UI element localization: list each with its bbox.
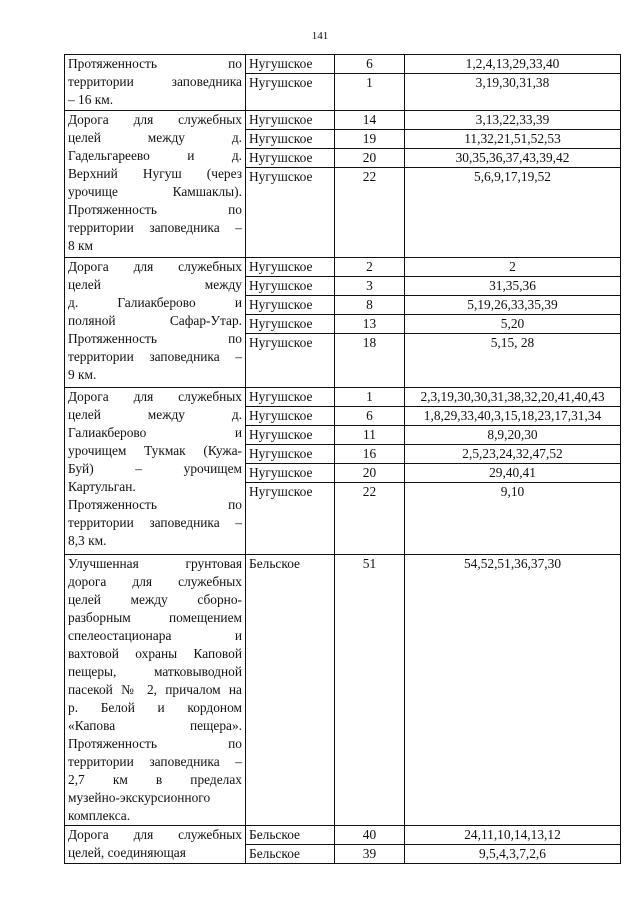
forestry-cell: Нугушское: [246, 483, 335, 555]
vydels-cell: 5,19,26,33,35,39: [405, 296, 621, 315]
description-line: Протяженность по: [68, 331, 242, 346]
vydels-cell: 54,52,51,36,37,30: [405, 555, 621, 826]
description-line: вахтовой охраны Каповой: [68, 646, 242, 661]
table-row: [65, 111, 621, 130]
description-line: «Капова пещера».: [68, 718, 242, 733]
description-line: пасекой № 2, причалом на: [68, 682, 242, 697]
vydels-cell: 3,13,22,33,39: [405, 111, 621, 130]
table-row: [65, 555, 621, 826]
road-description: [65, 555, 246, 826]
description-line: территории заповедника –: [68, 515, 242, 530]
description-line: территории заповедника –: [68, 754, 242, 769]
forestry-cell: Нугушское: [246, 149, 335, 168]
description-line: Галиакберово и: [68, 425, 242, 440]
description-line: Протяженность по: [68, 56, 242, 71]
kvartal-cell: 6: [335, 407, 405, 426]
road-description: [65, 111, 246, 258]
description-line: разборным помещением: [68, 610, 242, 625]
description-line: целей между д.: [68, 407, 242, 422]
description-line: 8,3 км.: [68, 533, 107, 548]
description-line: территории заповедника: [68, 74, 242, 89]
forestry-cell: Бельское: [246, 845, 335, 864]
kvartal-cell: 22: [335, 483, 405, 555]
forestry-cell: Нугушское: [246, 334, 335, 388]
kvartal-cell: 11: [335, 426, 405, 445]
vydels-cell: 2,5,23,24,32,47,52: [405, 445, 621, 464]
description-line: Протяженность по: [68, 736, 242, 751]
table-row: [65, 826, 621, 845]
table-row: [65, 258, 621, 277]
forestry-cell: Бельское: [246, 826, 335, 845]
description-line: целей между д.: [68, 130, 242, 145]
vydels-cell: 9,10: [405, 483, 621, 555]
page-number: 141: [311, 30, 329, 42]
description-line: территории заповедника –: [68, 349, 242, 364]
forestry-cell: Нугушское: [246, 55, 335, 74]
description-line: целей между сборно-: [68, 592, 242, 607]
forestry-cell: Нугушское: [246, 130, 335, 149]
description-line: 2,7 км в пределах: [68, 772, 242, 787]
description-line: д. Галиакберово и: [68, 295, 242, 310]
forestry-cell: Нугушское: [246, 296, 335, 315]
road-description: [65, 258, 246, 388]
forestry-cell: Нугушское: [246, 445, 335, 464]
vydels-cell: 31,35,36: [405, 277, 621, 296]
kvartal-cell: 8: [335, 296, 405, 315]
vydels-cell: 2: [405, 258, 621, 277]
forestry-cell: Нугушское: [246, 258, 335, 277]
vydels-cell: 1,8,29,33,40,3,15,18,23,17,31,34: [405, 407, 621, 426]
vydels-cell: 9,5,4,3,7,2,6: [405, 845, 621, 864]
vydels-cell: 30,35,36,37,43,39,42: [405, 149, 621, 168]
table-row: [65, 388, 621, 407]
vydels-cell: 24,11,10,14,13,12: [405, 826, 621, 845]
description-line: дорога для служебных: [68, 574, 242, 589]
description-line: музейно-экскурсионного: [68, 790, 211, 805]
vydels-cell: 11,32,21,51,52,53: [405, 130, 621, 149]
table-row: [65, 55, 621, 74]
kvartal-cell: 20: [335, 149, 405, 168]
description-line: спелеостационара и: [68, 628, 242, 643]
kvartal-cell: 19: [335, 130, 405, 149]
kvartal-cell: 18: [335, 334, 405, 388]
kvartal-cell: 20: [335, 464, 405, 483]
vydels-cell: 5,20: [405, 315, 621, 334]
description-line: урочищем Тукмак (Кужа-: [68, 443, 242, 458]
description-line: поляной Сафар-Утар.: [68, 313, 242, 328]
kvartal-cell: 3: [335, 277, 405, 296]
forestry-cell: Нугушское: [246, 464, 335, 483]
road-description: [65, 388, 246, 555]
roads-table: [64, 54, 621, 864]
description-line: Улучшенная грунтовая: [68, 556, 242, 571]
description-line: комплекса.: [68, 808, 131, 823]
vydels-cell: 5,6,9,17,19,52: [405, 168, 621, 258]
vydels-cell: 2,3,19,30,30,31,38,32,20,41,40,43: [405, 388, 621, 407]
description-line: р. Белой и кордоном: [68, 700, 242, 715]
description-line: 9 км.: [68, 367, 97, 382]
road-description: [65, 55, 246, 111]
road-description: [65, 826, 246, 864]
forestry-cell: Нугушское: [246, 407, 335, 426]
forestry-cell: Нугушское: [246, 111, 335, 130]
description-line: Дорога для служебных: [68, 259, 242, 274]
description-line: Дорога для служебных: [68, 827, 242, 842]
description-line: целей между: [68, 277, 242, 292]
kvartal-cell: 13: [335, 315, 405, 334]
vydels-cell: 3,19,30,31,38: [405, 74, 621, 111]
vydels-cell: 29,40,41: [405, 464, 621, 483]
description-line: Буй) – урочищем: [68, 461, 242, 476]
kvartal-cell: 22: [335, 168, 405, 258]
description-line: Дорога для служебных: [68, 389, 242, 404]
vydels-cell: 8,9,20,30: [405, 426, 621, 445]
kvartal-cell: 40: [335, 826, 405, 845]
kvartal-cell: 1: [335, 388, 405, 407]
vydels-cell: 5,15, 28: [405, 334, 621, 388]
description-line: – 16 км.: [68, 92, 114, 107]
description-line: территории заповедника –: [68, 220, 242, 235]
kvartal-cell: 1: [335, 74, 405, 111]
forestry-cell: Нугушское: [246, 168, 335, 258]
description-line: Протяженность по: [68, 497, 242, 512]
description-line: пещеры, матковыводной: [68, 664, 242, 679]
vydels-cell: 1,2,4,13,29,33,40: [405, 55, 621, 74]
description-line: Дорога для служебных: [68, 112, 242, 127]
forestry-cell: Нугушское: [246, 277, 335, 296]
forestry-cell: Нугушское: [246, 388, 335, 407]
description-line: Верхний Нугуш (через: [68, 166, 242, 181]
kvartal-cell: 2: [335, 258, 405, 277]
kvartal-cell: 14: [335, 111, 405, 130]
description-line: Протяженность по: [68, 202, 242, 217]
kvartal-cell: 16: [335, 445, 405, 464]
description-line: Гадельгареево и д.: [68, 148, 242, 163]
description-line: урочище Камшаклы).: [68, 184, 242, 199]
forestry-cell: Нугушское: [246, 426, 335, 445]
forestry-cell: Нугушское: [246, 315, 335, 334]
kvartal-cell: 6: [335, 55, 405, 74]
forestry-cell: Нугушское: [246, 74, 335, 111]
description-line: Картульган.: [68, 479, 136, 494]
description-line: 8 км: [68, 238, 94, 253]
description-line: целей, соединяющая: [68, 845, 186, 860]
kvartal-cell: 51: [335, 555, 405, 826]
kvartal-cell: 39: [335, 845, 405, 864]
forestry-cell: Бельское: [246, 555, 335, 826]
